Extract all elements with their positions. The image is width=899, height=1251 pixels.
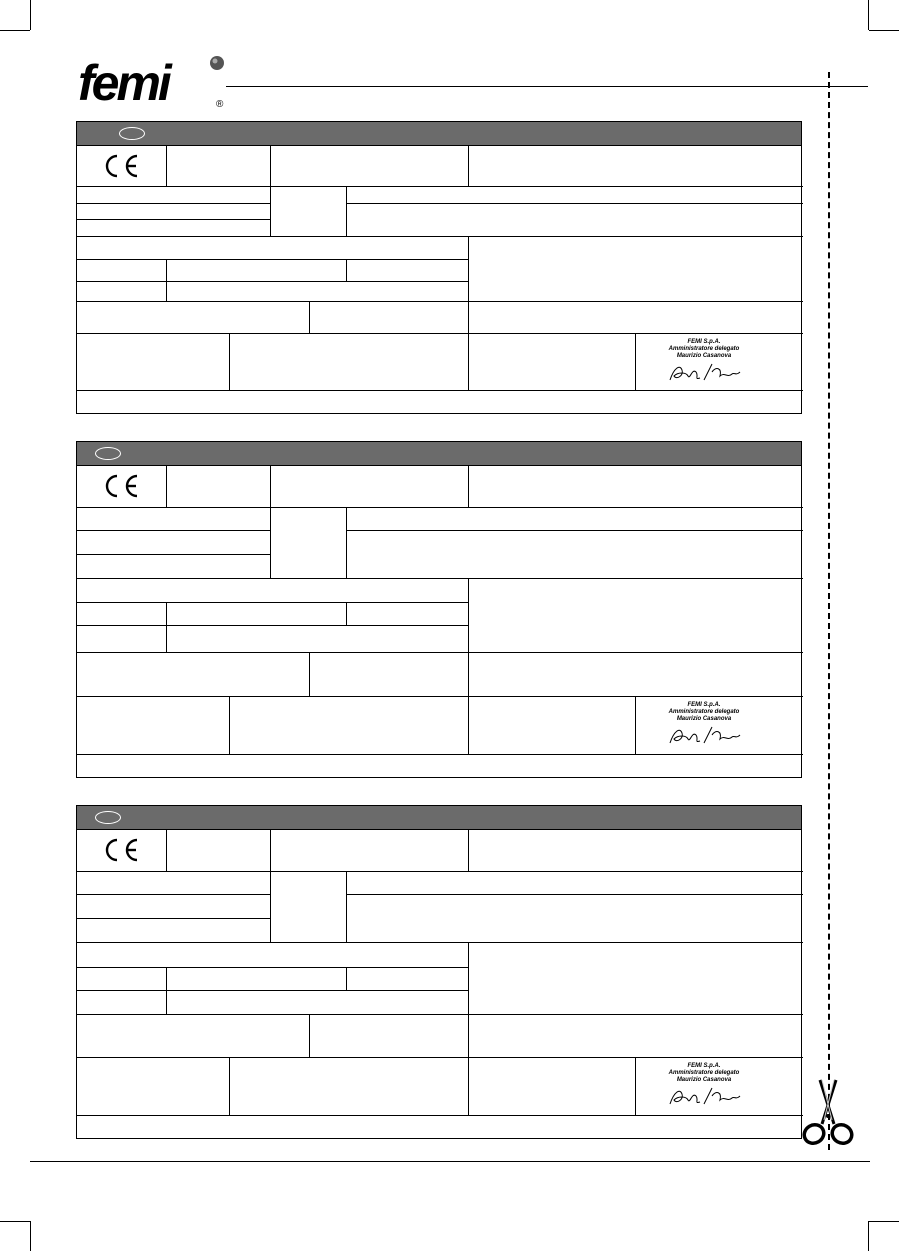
ce-cell [77, 466, 167, 508]
form-cell [347, 187, 803, 204]
language-badge [95, 811, 121, 824]
form-cell [77, 991, 167, 1015]
form-cell [167, 991, 469, 1015]
form-cell [77, 603, 167, 626]
crop-mark [0, 30, 30, 31]
crop-mark [868, 0, 869, 30]
form-cell [271, 830, 469, 872]
form-cell [347, 968, 469, 991]
ce-cell [77, 830, 167, 872]
form-cell [469, 943, 803, 1015]
form-cell [469, 653, 803, 697]
signatory-company: FEMI S.p.A. [687, 339, 721, 345]
signatory-name: Maurizio Casanova [676, 353, 732, 359]
language-badge [95, 447, 121, 460]
signatory-role: Amministratore delegato [668, 709, 740, 715]
form-cell [271, 146, 469, 187]
form-cell [77, 943, 469, 968]
crop-mark [869, 30, 899, 31]
femi-logo [76, 50, 236, 110]
form-cell [167, 260, 347, 282]
card-header [77, 442, 801, 466]
signatory-role: Amministratore delegato [668, 1070, 740, 1076]
signatory-company: FEMI S.p.A. [687, 702, 721, 708]
scissors-icon [800, 1076, 856, 1148]
form-cell [167, 968, 347, 991]
crop-mark [0, 1221, 30, 1222]
form-cell [77, 1116, 803, 1140]
signature-block [658, 697, 750, 754]
form-cell [167, 282, 469, 302]
form-cell [347, 603, 469, 626]
crop-mark [30, 0, 31, 30]
form-cell [77, 653, 310, 697]
form-cell [77, 204, 271, 220]
form-cell [77, 1058, 230, 1116]
form-cell [469, 466, 803, 508]
form-cell [469, 1015, 803, 1058]
form-cell [77, 531, 271, 555]
cut-line [828, 72, 830, 1150]
form-cell [77, 968, 167, 991]
form-cell [77, 187, 271, 204]
form-cell [77, 391, 803, 415]
signature-block [658, 1058, 750, 1115]
card-header [77, 806, 801, 830]
form-cell [77, 626, 167, 653]
crop-mark [30, 1221, 31, 1251]
ce-mark-icon [101, 838, 141, 862]
form-cell [230, 697, 469, 755]
form-cell [77, 334, 230, 391]
form-cell [77, 1015, 310, 1058]
form-cell [347, 508, 803, 531]
signatory-company: FEMI S.p.A. [687, 1063, 721, 1069]
form-cell [347, 895, 803, 943]
handwritten-signature [666, 721, 744, 749]
ce-mark-icon [101, 474, 141, 498]
form-cell [271, 187, 347, 237]
declaration-card [76, 121, 802, 414]
form-cell [347, 531, 803, 579]
form-cell [77, 697, 230, 755]
signatory-name: Maurizio Casanova [676, 1077, 732, 1083]
form-cell [347, 260, 469, 282]
ce-cell [77, 146, 167, 187]
form-cell [77, 555, 271, 579]
form-cell [77, 872, 271, 895]
form-cell [77, 508, 271, 531]
form-cell [167, 603, 347, 626]
form-cell [469, 237, 803, 302]
form-cell [167, 830, 271, 872]
declaration-card [76, 441, 802, 778]
form-cell [230, 334, 469, 391]
crop-mark [868, 1221, 869, 1251]
form-cell [469, 146, 803, 187]
form-cell [347, 204, 803, 237]
form-cell [230, 1058, 469, 1116]
form-cell [167, 146, 271, 187]
signature-cell [636, 1058, 803, 1116]
form-cell [77, 755, 803, 779]
form-cell [271, 466, 469, 508]
form-cell [469, 334, 636, 391]
signature-cell [636, 697, 803, 755]
form-cell [310, 302, 469, 334]
form-cell [271, 872, 347, 943]
handwritten-signature [666, 1082, 744, 1110]
ce-mark-icon [101, 154, 141, 178]
form-cell [167, 626, 469, 653]
card-header [77, 122, 801, 146]
signature-cell [636, 334, 803, 391]
signatory-role: Amministratore delegato [668, 346, 740, 352]
declaration-card [76, 805, 802, 1139]
form-cell [310, 653, 469, 697]
form-cell [77, 302, 310, 334]
header-rule [226, 86, 868, 87]
form-cell [77, 895, 271, 919]
form-cell [77, 579, 469, 603]
form-cell [77, 237, 469, 260]
form-cell [310, 1015, 469, 1058]
crop-mark [869, 1221, 899, 1222]
form-cell [469, 830, 803, 872]
logo-text: femi [78, 55, 169, 110]
form-cell [77, 919, 271, 943]
language-badge [119, 127, 145, 140]
form-cell [77, 282, 167, 302]
signature-block [658, 334, 750, 390]
form-cell [77, 220, 271, 237]
form-cell [347, 872, 803, 895]
registered-icon: ® [216, 99, 224, 110]
form-cell [469, 579, 803, 653]
signatory-name: Maurizio Casanova [676, 716, 732, 722]
handwritten-signature [666, 358, 744, 386]
form-cell [469, 1058, 636, 1116]
footer-rule [30, 1161, 870, 1162]
form-cell [469, 697, 636, 755]
form-cell [469, 302, 803, 334]
form-cell [167, 466, 271, 508]
form-cell [271, 508, 347, 579]
form-cell [77, 260, 167, 282]
